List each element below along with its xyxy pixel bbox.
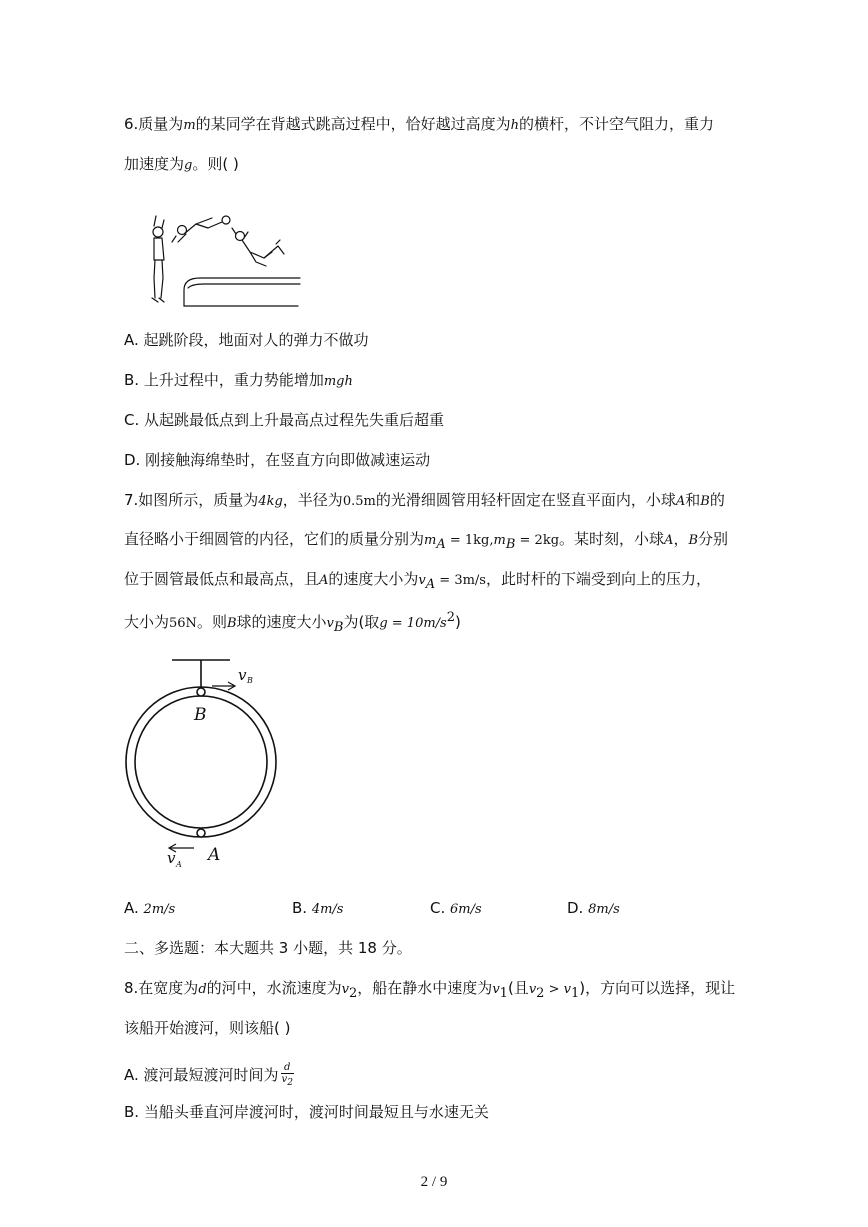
q7-value: = 3m/s [435,573,486,588]
q8-var: v [341,982,350,997]
option-letter: D. [567,899,589,917]
q7-text: 大小为 [124,613,170,631]
q7-sub: B [333,620,344,635]
option-letter: C. [430,899,451,917]
q7-text: ，半径为 [282,491,343,509]
q8-text: )，方向可以选择，现让 [579,979,736,997]
q7-text: 。某时刻，小球 [559,530,665,548]
q8-var: v [492,982,500,997]
q8-var: v [528,982,537,997]
fraction-d-over-v2 [281,1062,294,1089]
q7-var: A [675,494,686,509]
q8-text: (且 [507,979,529,997]
q7-radius: 0.5m [342,494,376,509]
q6-option-b-text: B. 上升过程中，重力势能增加 [124,371,324,389]
q6-option-c: C. 从起跳最低点到上升最高点过程先失重后超重 [124,411,445,429]
label-va-sub: A [176,860,182,869]
q7-text: 和 [685,491,701,509]
q8-sub: 1 [570,986,580,1001]
q7-value: = 2kg [515,533,560,548]
q7-var: B [688,533,699,548]
q7-option-d [567,898,620,920]
q7-var: m [493,533,506,548]
q8-sub: 2 [349,986,358,1001]
q7-text: 7.如图所示，质量为 [124,491,259,509]
option-value: 6m/s [450,902,482,917]
q7-text: ，此时杆的下端受到向上的压力， [485,570,711,588]
q8-var: d [198,982,207,997]
q7-sup: 2 [446,610,455,625]
option-value: 8m/s [588,902,620,917]
q7-text: 位于圆管最低点和最高点，且 [124,570,320,588]
q8-line-2: 该船开始渡河，则该船( ) [124,1019,291,1037]
label-va: v [167,849,176,867]
q7-force: 56N [169,616,197,631]
q8-line-1 [124,978,735,1004]
label-a: A [208,845,221,865]
q7-sub: A [425,577,436,592]
option-value: 2m/s [143,902,176,917]
q7-var: A [319,573,329,588]
q8-option-b: B. 当船头垂直河岸渡河时，渡河时间最短且与水速无关 [124,1103,489,1121]
label-vb-sub: B [247,676,253,685]
q7-var: m [424,533,437,548]
option-letter: A. [124,899,144,917]
q7-line-4 [124,608,461,638]
q6-text: 的某同学在背越式跳高过程中，恰好越过高度为 [195,115,511,133]
q7-text: 为(取 [343,613,380,631]
q8-option-a [124,1062,294,1089]
q7-option-b [292,898,343,920]
q7-value: = 1kg, [445,533,494,548]
q6-text: 的横杆，不计空气阻力，重力 [519,115,715,133]
label-b: B [194,705,207,725]
q7-gravity: g = 10m/s [379,616,447,631]
q7-text: ， [673,530,689,548]
q7-text: 的速度大小为 [328,570,419,588]
q7-text: 的 [709,491,725,509]
q6-text: 加速度为 [124,155,185,173]
ball-b [197,688,205,696]
q8-sub: 1 [499,986,508,1001]
q6-var-m: m [183,118,196,133]
q7-mass: 4kg [258,494,283,509]
q6-text: 6.质量为 [124,115,184,133]
q7-var: B [700,494,710,509]
fraction-den-var: v [281,1074,288,1085]
fraction-denominator [281,1073,294,1089]
page-number: 2 / 9 [420,1174,448,1190]
q6-line-1 [124,114,714,136]
q7-var: A [664,533,674,548]
q7-line-2 [124,529,728,555]
q7-text: 。则 [196,613,227,631]
q7-option-c [430,898,482,920]
q8-var: > v [544,982,571,997]
q7-text: 分别 [698,530,729,548]
option-letter: B. [292,899,312,917]
q6-option-b-math: mgh [323,374,353,389]
q8-text: 8.在宽度为 [124,979,199,997]
q6-var-h: h [510,118,520,133]
q7-var: v [418,573,426,588]
label-vb: v [238,666,247,684]
q7-text: 直径略小于细圆管的内径，它们的质量分别为 [124,530,425,548]
q7-sub: A [436,537,446,552]
q7-option-a [124,898,175,920]
ball-a [197,829,205,837]
q6-option-b [124,370,353,392]
q8-text: 的河中，水流速度为 [206,979,342,997]
q7-var: v [326,616,334,631]
q7-text: 的光滑细圆管用轻杆固定在竖直平面内，小球 [375,491,676,509]
q7-line-3 [124,569,711,595]
fraction-den-sub: 2 [287,1078,293,1088]
q7-sub: B [505,537,516,552]
q6-option-d: D. 刚接触海绵垫时，在竖直方向即做减速运动 [124,451,431,469]
q6-text: 。则( ) [192,155,239,173]
q7-var: B [226,616,237,631]
ring-tube-figure [118,652,288,874]
q6-line-2 [124,154,239,176]
q8-option-a-text: A. 渡河最短渡河时间为 [124,1066,279,1084]
q6-var-g: g [184,158,193,173]
q7-text: 球的速度大小 [236,613,327,631]
q6-option-a: A. 起跳阶段，地面对人的弹力不做功 [124,331,369,349]
option-value: 4m/s [311,902,344,917]
q8-text: ，船在静水中速度为 [357,979,493,997]
fraction-numerator: d [284,1062,291,1073]
q8-sub: 2 [536,986,545,1001]
q7-text: ) [455,613,461,631]
q7-line-1 [124,490,725,512]
high-jump-figure [138,206,304,310]
section-heading: 二、多选题：本大题共 3 小题，共 18 分。 [124,939,412,957]
